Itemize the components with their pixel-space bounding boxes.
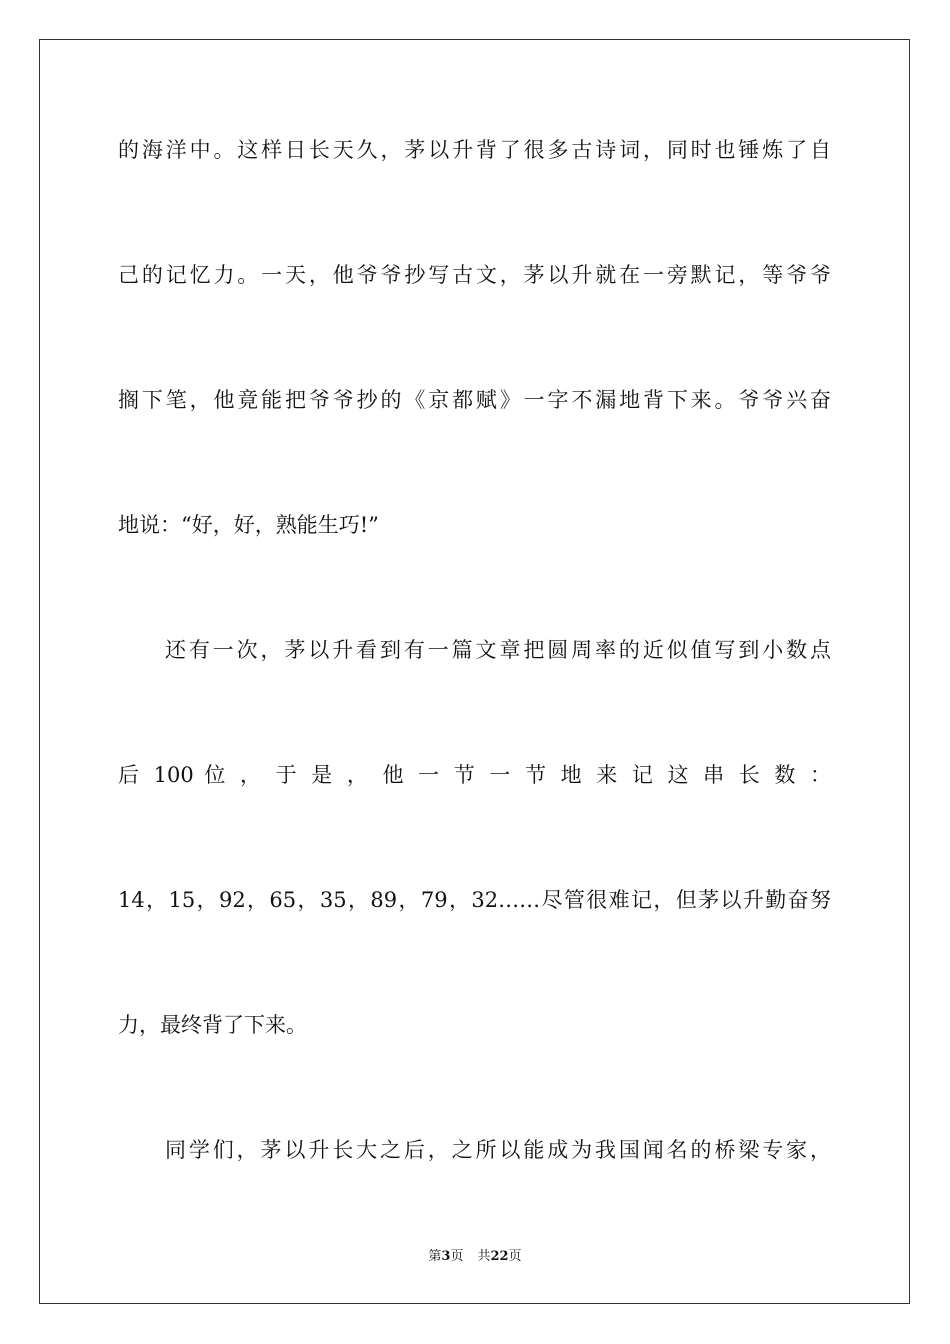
text-line-2: 己的记忆力。一天，他爷爷抄写古文，茅以升就在一旁默记，等爷爷 (118, 263, 831, 287)
footer-page-prefix: 第 (428, 1249, 442, 1264)
footer-total-suffix: 页 (508, 1249, 522, 1264)
paragraph-2-first-line: 还有一次，茅以升看到有一篇文章把圆周率的近似值写到小数点 (165, 638, 831, 662)
footer-total-prefix: 共 (477, 1249, 491, 1264)
footer-page-total: 22 (490, 1249, 509, 1264)
text-line-6: 后 100 位 ， 于 是 ， 他 一 节 一 节 地 来 记 这 串 长 数 ： (118, 763, 831, 787)
footer-page-current: 3 (441, 1249, 451, 1264)
paragraph-3-first-line: 同学们，茅以升长大之后，之所以能成为我国闻名的桥梁专家， (165, 1138, 831, 1162)
text-line-1: 的海洋中。这样日长天久，茅以升背了很多古诗词，同时也锤炼了自 (118, 138, 831, 162)
page-frame (39, 39, 910, 1304)
text-line-3: 搁下笔，他竟能把爷爷抄的《京都赋》一字不漏地背下来。爷爷兴奋 (118, 388, 831, 412)
text-line-7: 14，15，92，65，35，89，79，32……尽管很难记，但茅以升勤奋努 (118, 888, 831, 912)
page-footer (0, 1248, 950, 1266)
text-line-4: 地说：“好，好，熟能生巧!” (118, 513, 379, 537)
text-line-8: 力，最终背了下来。 (118, 1013, 307, 1037)
footer-page-suffix: 页 (450, 1249, 464, 1264)
